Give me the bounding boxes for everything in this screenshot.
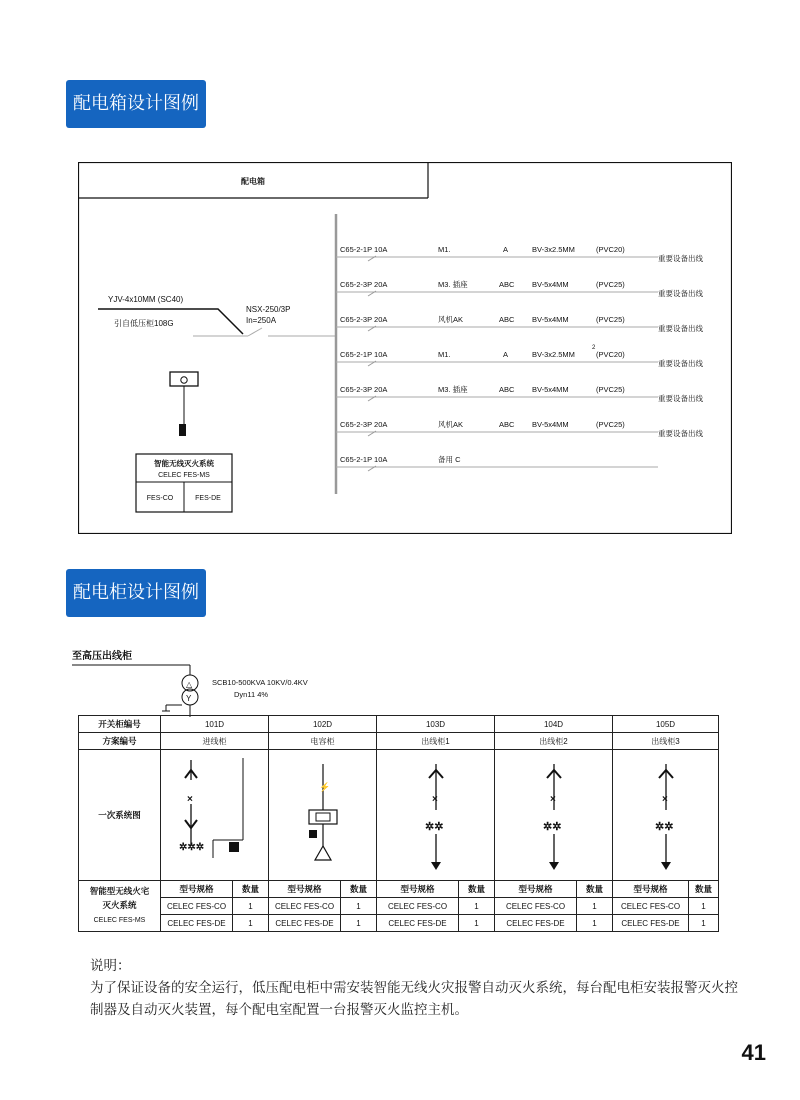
circuit-1-conduit: (PVC20) (596, 245, 625, 254)
fes-model: CELEC FES-MS (158, 472, 210, 479)
circuit-7-breaker: C65-2-1P 10A (340, 455, 388, 464)
note-section (90, 955, 740, 1021)
spec-header: 型号规格 (377, 881, 459, 898)
primary-diagram-103D (377, 750, 495, 881)
spec-header: 型号规格 (161, 881, 233, 898)
circuit-5-phase: ABC (499, 385, 515, 394)
transformer-vector: Dyn11 4% (234, 690, 269, 699)
circuit-6-load: 风机AK (438, 420, 464, 429)
circuit-5-wire: BV-5x4MM (532, 385, 569, 394)
hv-source: 至高压出线柜 (72, 651, 132, 662)
spec-qty: 1 (341, 898, 377, 915)
circuit-4-phase: A (503, 350, 509, 359)
label-fes (79, 881, 161, 932)
label-switch-no: 开关柜编号 (79, 716, 161, 733)
circuit-4-wire: BV-3x2.5MM (532, 350, 575, 359)
spec-model: CELEC FES-DE (495, 915, 577, 932)
primary-diagram-101D (161, 750, 269, 881)
spec-model: CELEC FES-CO (495, 898, 577, 915)
circuit-5-load: M3. 插座 (438, 385, 468, 394)
circuit-1-wire: BV-3x2.5MM (532, 245, 575, 254)
circuit-5-breaker: C65-2-3P 20A (340, 385, 388, 394)
circuit-2-wire: BV-5x4MM (532, 280, 569, 289)
spec-model: CELEC FES-DE (613, 915, 689, 932)
svg-text:△: △ (186, 680, 193, 689)
section-title-distribution-cabinet: 配电柜设计图例 (66, 569, 206, 617)
note-body: 为了保证设备的安全运行，低压配电柜中需安装智能无线火灾报警自动灭火系统，每台配电柜安装报警灭火控制器及自动灭火装置，每个配电室配置一台报警灭火监控主机。 (90, 980, 738, 1018)
spec-qty: 1 (233, 915, 269, 932)
circuit-2-load: M3. 插座 (438, 280, 468, 289)
circuit-4-breaker: C65-2-1P 10A (340, 350, 388, 359)
spec-model: CELEC FES-DE (161, 915, 233, 932)
spec-qty: 1 (577, 915, 613, 932)
svg-text:Y: Y (186, 694, 192, 703)
spec-qty: 1 (459, 898, 495, 915)
section-title-distribution-box: 配电箱设计图例 (66, 80, 206, 128)
transformer-diagram (70, 645, 370, 717)
cabinet-id: 103D (377, 716, 495, 733)
svg-text:✲✲: ✲✲ (655, 821, 674, 833)
feed-cable: YJV-4x10MM (SC40) (108, 295, 184, 304)
circuit-3-phase: ABC (499, 315, 515, 324)
primary-diagram-104D (495, 750, 613, 881)
cabinet-scheme: 出线柜1 (377, 733, 495, 750)
fes-label-line2: 灭火系统 (102, 900, 137, 910)
transformer-spec: SCB10-500KVA 10KV/0.4KV (212, 678, 308, 687)
spec-model: CELEC FES-DE (377, 915, 459, 932)
circuit-6-conduit: (PVC25) (596, 420, 625, 429)
fes-label-line3: CELEC FES-MS (93, 917, 146, 924)
box-header: 配电箱 (241, 177, 265, 186)
circuit-2-conduit: (PVC25) (596, 280, 625, 289)
cabinet-id: 101D (161, 716, 269, 733)
qty-header: 数量 (689, 881, 719, 898)
label-primary: 一次系统图 (79, 750, 161, 881)
cabinet-scheme: 进线柜 (161, 733, 269, 750)
primary-diagram-105D (613, 750, 719, 881)
circuit-3-breaker: C65-2-3P 20A (340, 315, 388, 324)
spec-header: 型号规格 (495, 881, 577, 898)
spec-qty: 1 (233, 898, 269, 915)
spec-model: CELEC FES-CO (269, 898, 341, 915)
note-heading: 说明： (90, 958, 131, 974)
cabinet-id: 104D (495, 716, 613, 733)
distribution-box-diagram (78, 162, 732, 534)
circuit-6-wire: BV-5x4MM (532, 420, 569, 429)
svg-text:×: × (662, 794, 668, 805)
circuit-6-note: 重要设备出线 (658, 429, 703, 438)
qty-header: 数量 (577, 881, 613, 898)
svg-text:×: × (187, 794, 193, 805)
spec-qty: 1 (689, 915, 719, 932)
svg-text:×: × (432, 794, 438, 805)
controller-icon (170, 372, 198, 386)
circuit-4-superscript: 2 (592, 345, 596, 351)
spec-qty: 1 (577, 898, 613, 915)
circuit-3-wire: BV-5x4MM (532, 315, 569, 324)
spec-model: CELEC FES-DE (269, 915, 341, 932)
circuit-1-breaker: C65-2-1P 10A (340, 245, 388, 254)
circuit-4-note: 重要设备出线 (658, 359, 703, 368)
svg-text:✲✲✲: ✲✲✲ (179, 842, 205, 853)
spec-model: CELEC FES-CO (613, 898, 689, 915)
circuit-7-load: 备用 C (438, 455, 461, 464)
circuit-3-load: 风机AK (438, 315, 464, 324)
spec-qty: 1 (459, 915, 495, 932)
svg-text:✲✲: ✲✲ (543, 821, 562, 833)
spec-qty: 1 (341, 915, 377, 932)
circuit-3-conduit: (PVC25) (596, 315, 625, 324)
circuit-4-load: M1. (438, 350, 451, 359)
spec-qty: 1 (689, 898, 719, 915)
fes-left: FES-CO (146, 495, 174, 502)
cabinet-table (78, 715, 719, 932)
circuit-1-load: M1. (438, 245, 451, 254)
circuit-4-conduit: (PVC20) (596, 350, 625, 359)
cabinet-scheme: 出线柜3 (613, 733, 719, 750)
qty-header: 数量 (233, 881, 269, 898)
main-breaker-rating: In=250A (246, 316, 277, 325)
svg-text:×: × (550, 794, 556, 805)
circuit-5-note: 重要设备出线 (658, 394, 703, 403)
cabinet-scheme: 电容柜 (269, 733, 377, 750)
feed-source: 引自低压柜108G (114, 319, 174, 328)
spec-header: 型号规格 (269, 881, 341, 898)
spec-model: CELEC FES-CO (377, 898, 459, 915)
fes-right: FES-DE (195, 495, 221, 502)
primary-diagram-102D (269, 750, 377, 881)
circuit-6-breaker: C65-2-3P 20A (340, 420, 388, 429)
circuit-3-note: 重要设备出线 (658, 324, 703, 333)
main-breaker: NSX-250/3P (246, 305, 291, 314)
circuit-2-breaker: C65-2-3P 20A (340, 280, 388, 289)
fes-label-line1: 智能型无线火宅 (89, 886, 150, 896)
cabinet-id: 105D (613, 716, 719, 733)
circuit-1-note: 重要设备出线 (658, 254, 703, 263)
svg-text:⚡: ⚡ (319, 782, 331, 792)
extinguisher-icon (179, 424, 186, 436)
cabinet-scheme: 出线柜2 (495, 733, 613, 750)
spec-model: CELEC FES-CO (161, 898, 233, 915)
spec-header: 型号规格 (613, 881, 689, 898)
circuit-2-phase: ABC (499, 280, 515, 289)
svg-text:✲✲: ✲✲ (425, 821, 444, 833)
qty-header: 数量 (459, 881, 495, 898)
circuit-6-phase: ABC (499, 420, 515, 429)
circuit-5-conduit: (PVC25) (596, 385, 625, 394)
label-scheme-no: 方案编号 (79, 733, 161, 750)
qty-header: 数量 (341, 881, 377, 898)
fes-title: 智能无线灭火系统 (154, 459, 214, 468)
circuit-1-phase: A (503, 245, 509, 254)
page-number: 41 (741, 1040, 766, 1065)
cabinet-id: 102D (269, 716, 377, 733)
circuit-2-note: 重要设备出线 (658, 289, 703, 298)
